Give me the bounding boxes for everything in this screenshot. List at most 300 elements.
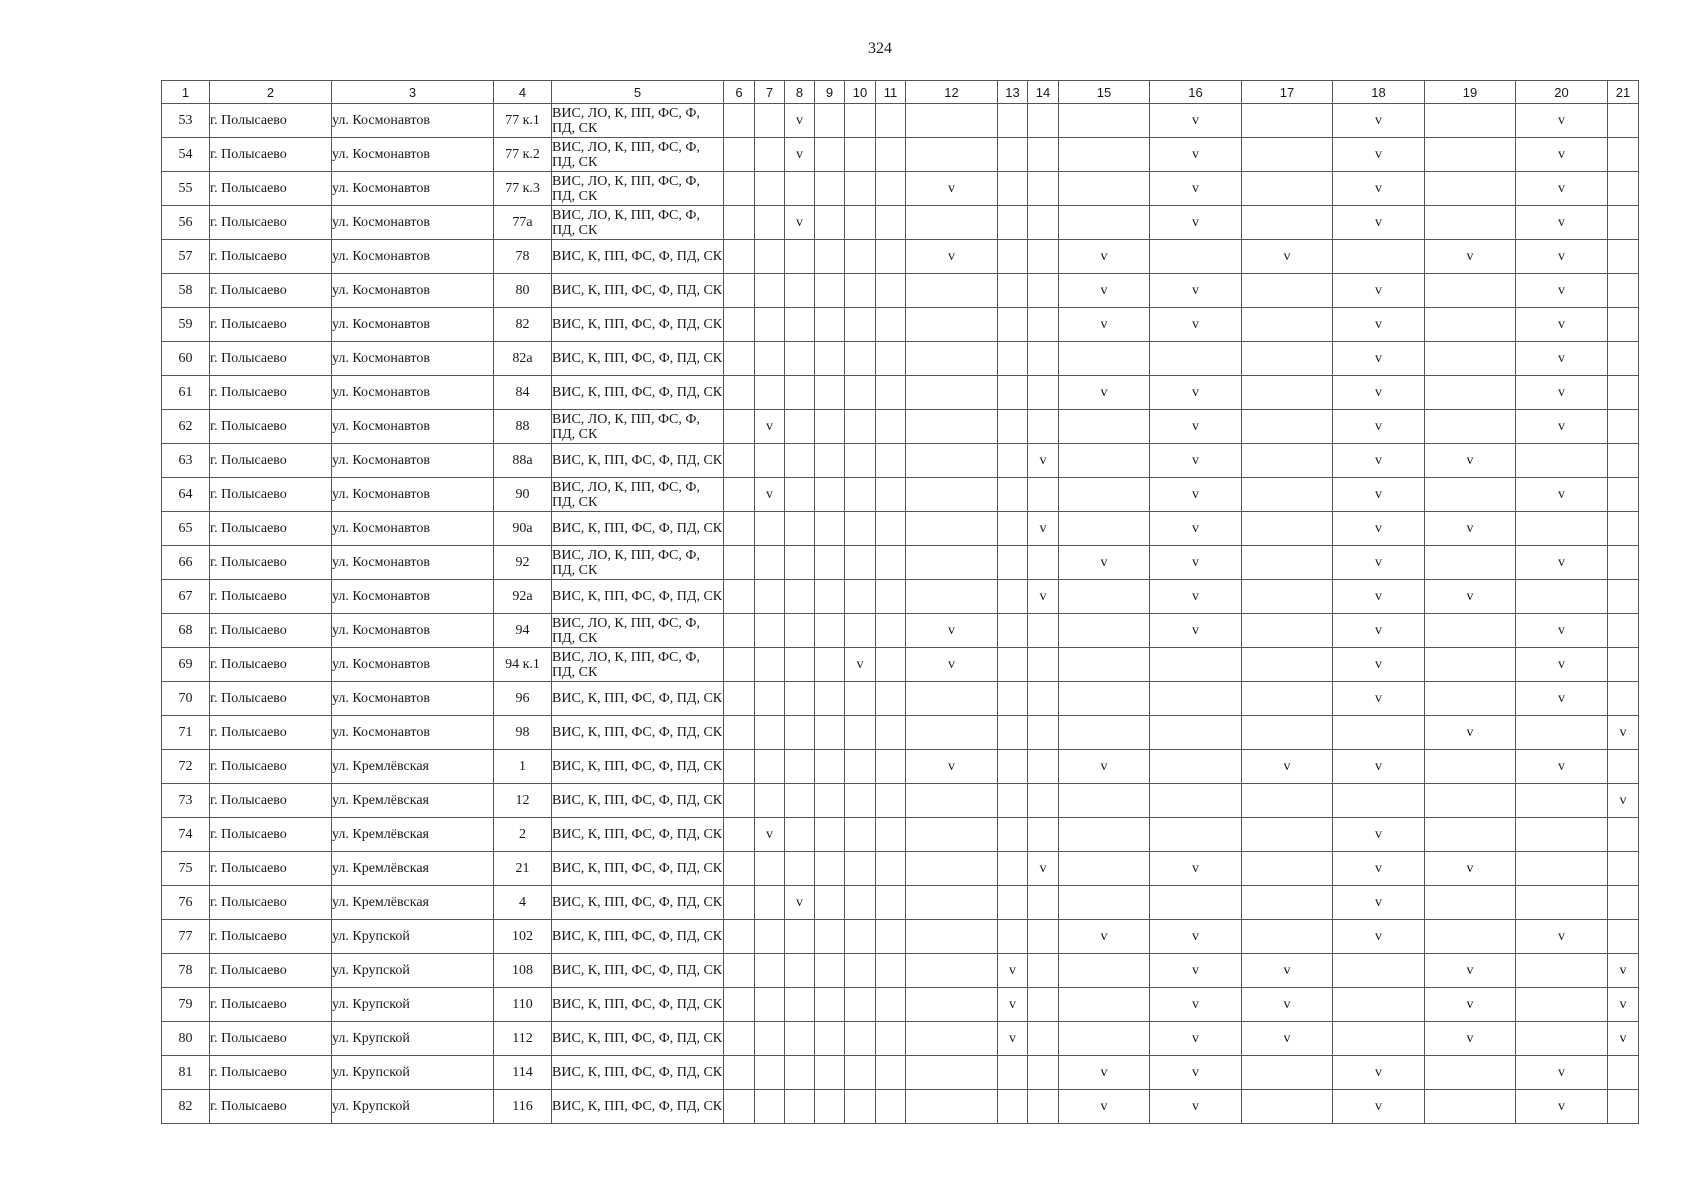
empty-cell-col-10 [845, 1090, 876, 1124]
column-header-19: 19 [1425, 81, 1516, 104]
city-cell: г. Полысаево [210, 1056, 332, 1090]
row-number-cell: 67 [162, 580, 210, 614]
column-header-2: 2 [210, 81, 332, 104]
empty-cell-col-19 [1425, 376, 1516, 410]
check-mark-col-15: v [1059, 546, 1150, 580]
empty-cell-col-12 [906, 580, 998, 614]
empty-cell-col-11 [876, 648, 906, 682]
table-row [162, 410, 1639, 444]
column-header-7: 7 [755, 81, 785, 104]
check-mark-col-16: v [1150, 478, 1242, 512]
check-mark-col-15: v [1059, 1090, 1150, 1124]
empty-cell-col-17 [1242, 920, 1333, 954]
street-cell: ул. Космонавтов [332, 478, 494, 512]
city-cell: г. Полысаево [210, 954, 332, 988]
empty-cell-col-14 [1028, 206, 1059, 240]
check-mark-col-18: v [1333, 886, 1425, 920]
empty-cell-col-21 [1608, 546, 1639, 580]
services-cell: ВИС, ЛО, К, ПП, ФС, Ф, ПД, СК [552, 206, 724, 240]
empty-cell-col-10 [845, 682, 876, 716]
check-mark-col-18: v [1333, 920, 1425, 954]
empty-cell-col-6 [724, 444, 755, 478]
check-mark-col-20: v [1516, 274, 1608, 308]
row-number-cell: 69 [162, 648, 210, 682]
empty-cell-col-21 [1608, 444, 1639, 478]
check-mark-col-18: v [1333, 376, 1425, 410]
empty-cell-col-9 [815, 104, 845, 138]
empty-cell-col-9 [815, 716, 845, 750]
house-number-cell: 88а [494, 444, 552, 478]
services-cell: ВИС, ЛО, К, ПП, ФС, Ф, ПД, СК [552, 546, 724, 580]
empty-cell-col-10 [845, 750, 876, 784]
check-mark-col-16: v [1150, 614, 1242, 648]
check-mark-col-16: v [1150, 376, 1242, 410]
empty-cell-col-21 [1608, 342, 1639, 376]
check-mark-col-12: v [906, 240, 998, 274]
empty-cell-col-9 [815, 376, 845, 410]
empty-cell-col-15 [1059, 852, 1150, 886]
house-number-cell: 2 [494, 818, 552, 852]
check-mark-col-17: v [1242, 240, 1333, 274]
house-number-cell: 82а [494, 342, 552, 376]
check-mark-col-20: v [1516, 920, 1608, 954]
check-mark-col-18: v [1333, 274, 1425, 308]
check-mark-col-8: v [785, 886, 815, 920]
empty-cell-col-6 [724, 478, 755, 512]
empty-cell-col-11 [876, 852, 906, 886]
empty-cell-col-6 [724, 580, 755, 614]
empty-cell-col-13 [998, 580, 1028, 614]
empty-cell-col-10 [845, 1022, 876, 1056]
column-header-18: 18 [1333, 81, 1425, 104]
check-mark-col-12: v [906, 750, 998, 784]
empty-cell-col-6 [724, 1090, 755, 1124]
empty-cell-col-10 [845, 104, 876, 138]
empty-cell-col-21 [1608, 376, 1639, 410]
empty-cell-col-13 [998, 920, 1028, 954]
table-row [162, 172, 1639, 206]
empty-cell-col-11 [876, 716, 906, 750]
empty-cell-col-15 [1059, 580, 1150, 614]
check-mark-col-16: v [1150, 580, 1242, 614]
street-cell: ул. Космонавтов [332, 206, 494, 240]
empty-cell-col-14 [1028, 274, 1059, 308]
empty-cell-col-9 [815, 580, 845, 614]
check-mark-col-18: v [1333, 172, 1425, 206]
check-mark-col-15: v [1059, 750, 1150, 784]
empty-cell-col-17 [1242, 716, 1333, 750]
street-cell: ул. Космонавтов [332, 104, 494, 138]
empty-cell-col-6 [724, 886, 755, 920]
empty-cell-col-10 [845, 546, 876, 580]
empty-cell-col-8 [785, 546, 815, 580]
city-cell: г. Полысаево [210, 580, 332, 614]
empty-cell-col-11 [876, 240, 906, 274]
empty-cell-col-8 [785, 478, 815, 512]
table-row [162, 614, 1639, 648]
city-cell: г. Полысаево [210, 546, 332, 580]
services-cell: ВИС, ЛО, К, ПП, ФС, Ф, ПД, СК [552, 648, 724, 682]
check-mark-col-21: v [1608, 784, 1639, 818]
check-mark-col-20: v [1516, 240, 1608, 274]
check-mark-col-16: v [1150, 444, 1242, 478]
check-mark-col-19: v [1425, 240, 1516, 274]
empty-cell-col-7 [755, 750, 785, 784]
empty-cell-col-18 [1333, 988, 1425, 1022]
column-header-21: 21 [1608, 81, 1639, 104]
empty-cell-col-14 [1028, 138, 1059, 172]
empty-cell-col-7 [755, 852, 785, 886]
services-cell: ВИС, К, ПП, ФС, Ф, ПД, СК [552, 1056, 724, 1090]
empty-cell-col-6 [724, 750, 755, 784]
empty-cell-col-9 [815, 206, 845, 240]
empty-cell-col-8 [785, 852, 815, 886]
empty-cell-col-20 [1516, 716, 1608, 750]
street-cell: ул. Кремлёвская [332, 852, 494, 886]
row-number-cell: 62 [162, 410, 210, 444]
empty-cell-col-10 [845, 308, 876, 342]
empty-cell-col-13 [998, 1056, 1028, 1090]
empty-cell-col-12 [906, 104, 998, 138]
street-cell: ул. Космонавтов [332, 240, 494, 274]
empty-cell-col-10 [845, 580, 876, 614]
check-mark-col-19: v [1425, 444, 1516, 478]
empty-cell-col-20 [1516, 988, 1608, 1022]
empty-cell-col-12 [906, 716, 998, 750]
empty-cell-col-11 [876, 1056, 906, 1090]
empty-cell-col-12 [906, 512, 998, 546]
table-row [162, 988, 1639, 1022]
empty-cell-col-15 [1059, 444, 1150, 478]
house-number-cell: 1 [494, 750, 552, 784]
row-number-cell: 73 [162, 784, 210, 818]
empty-cell-col-17 [1242, 580, 1333, 614]
table-row [162, 920, 1639, 954]
street-cell: ул. Космонавтов [332, 648, 494, 682]
empty-cell-col-7 [755, 274, 785, 308]
empty-cell-col-19 [1425, 478, 1516, 512]
check-mark-col-15: v [1059, 240, 1150, 274]
empty-cell-col-17 [1242, 138, 1333, 172]
empty-cell-col-12 [906, 478, 998, 512]
check-mark-col-16: v [1150, 1090, 1242, 1124]
empty-cell-col-7 [755, 172, 785, 206]
check-mark-col-18: v [1333, 206, 1425, 240]
check-mark-col-20: v [1516, 342, 1608, 376]
table-row [162, 376, 1639, 410]
empty-cell-col-19 [1425, 1090, 1516, 1124]
row-number-cell: 57 [162, 240, 210, 274]
empty-cell-col-19 [1425, 750, 1516, 784]
check-mark-col-16: v [1150, 1022, 1242, 1056]
empty-cell-col-12 [906, 852, 998, 886]
row-number-cell: 71 [162, 716, 210, 750]
table-row [162, 580, 1639, 614]
empty-cell-col-21 [1608, 1090, 1639, 1124]
check-mark-col-21: v [1608, 954, 1639, 988]
empty-cell-col-13 [998, 716, 1028, 750]
empty-cell-col-13 [998, 444, 1028, 478]
column-header-5: 5 [552, 81, 724, 104]
empty-cell-col-7 [755, 682, 785, 716]
empty-cell-col-10 [845, 206, 876, 240]
check-mark-col-12: v [906, 614, 998, 648]
check-mark-col-14: v [1028, 852, 1059, 886]
city-cell: г. Полысаево [210, 648, 332, 682]
check-mark-col-15: v [1059, 274, 1150, 308]
check-mark-col-17: v [1242, 954, 1333, 988]
check-mark-col-20: v [1516, 376, 1608, 410]
empty-cell-col-8 [785, 376, 815, 410]
check-mark-col-18: v [1333, 1090, 1425, 1124]
check-mark-col-21: v [1608, 716, 1639, 750]
services-cell: ВИС, ЛО, К, ПП, ФС, Ф, ПД, СК [552, 478, 724, 512]
services-cell: ВИС, К, ПП, ФС, Ф, ПД, СК [552, 886, 724, 920]
empty-cell-col-6 [724, 376, 755, 410]
city-cell: г. Полысаево [210, 1090, 332, 1124]
empty-cell-col-10 [845, 716, 876, 750]
empty-cell-col-7 [755, 886, 785, 920]
services-cell: ВИС, К, ПП, ФС, Ф, ПД, СК [552, 682, 724, 716]
empty-cell-col-18 [1333, 240, 1425, 274]
empty-cell-col-14 [1028, 172, 1059, 206]
empty-cell-col-7 [755, 954, 785, 988]
city-cell: г. Полысаево [210, 478, 332, 512]
check-mark-col-19: v [1425, 512, 1516, 546]
check-mark-col-13: v [998, 988, 1028, 1022]
check-mark-col-19: v [1425, 852, 1516, 886]
empty-cell-col-17 [1242, 818, 1333, 852]
services-cell: ВИС, К, ПП, ФС, Ф, ПД, СК [552, 274, 724, 308]
city-cell: г. Полысаево [210, 1022, 332, 1056]
empty-cell-col-9 [815, 274, 845, 308]
column-header-12: 12 [906, 81, 998, 104]
empty-cell-col-14 [1028, 682, 1059, 716]
empty-cell-col-9 [815, 342, 845, 376]
empty-cell-col-6 [724, 682, 755, 716]
empty-cell-col-21 [1608, 818, 1639, 852]
check-mark-col-13: v [998, 1022, 1028, 1056]
services-cell: ВИС, К, ПП, ФС, Ф, ПД, СК [552, 818, 724, 852]
row-number-cell: 55 [162, 172, 210, 206]
empty-cell-col-15 [1059, 614, 1150, 648]
house-number-cell: 94 к.1 [494, 648, 552, 682]
empty-cell-col-13 [998, 648, 1028, 682]
empty-cell-col-18 [1333, 784, 1425, 818]
city-cell: г. Полысаево [210, 818, 332, 852]
empty-cell-col-17 [1242, 886, 1333, 920]
services-cell: ВИС, К, ПП, ФС, Ф, ПД, СК [552, 444, 724, 478]
empty-cell-col-9 [815, 1090, 845, 1124]
street-cell: ул. Космонавтов [332, 512, 494, 546]
street-cell: ул. Крупской [332, 1056, 494, 1090]
empty-cell-col-15 [1059, 172, 1150, 206]
empty-cell-col-10 [845, 818, 876, 852]
check-mark-col-16: v [1150, 410, 1242, 444]
table-row [162, 750, 1639, 784]
empty-cell-col-9 [815, 172, 845, 206]
column-header-20: 20 [1516, 81, 1608, 104]
empty-cell-col-9 [815, 988, 845, 1022]
column-header-16: 16 [1150, 81, 1242, 104]
empty-cell-col-20 [1516, 444, 1608, 478]
empty-cell-col-12 [906, 546, 998, 580]
empty-cell-col-15 [1059, 886, 1150, 920]
empty-cell-col-8 [785, 954, 815, 988]
table-header [162, 81, 1639, 104]
empty-cell-col-17 [1242, 342, 1333, 376]
city-cell: г. Полысаево [210, 104, 332, 138]
empty-cell-col-8 [785, 920, 815, 954]
empty-cell-col-15 [1059, 988, 1150, 1022]
check-mark-col-20: v [1516, 308, 1608, 342]
street-cell: ул. Космонавтов [332, 274, 494, 308]
services-cell: ВИС, К, ПП, ФС, Ф, ПД, СК [552, 1022, 724, 1056]
empty-cell-col-19 [1425, 138, 1516, 172]
row-number-cell: 58 [162, 274, 210, 308]
empty-cell-col-21 [1608, 512, 1639, 546]
empty-cell-col-6 [724, 342, 755, 376]
city-cell: г. Полысаево [210, 274, 332, 308]
check-mark-col-16: v [1150, 206, 1242, 240]
empty-cell-col-10 [845, 988, 876, 1022]
empty-cell-col-9 [815, 1022, 845, 1056]
empty-cell-col-8 [785, 1090, 815, 1124]
empty-cell-col-7 [755, 1022, 785, 1056]
empty-cell-col-9 [815, 512, 845, 546]
empty-cell-col-6 [724, 954, 755, 988]
city-cell: г. Полысаево [210, 988, 332, 1022]
check-mark-col-18: v [1333, 580, 1425, 614]
empty-cell-col-21 [1608, 138, 1639, 172]
empty-cell-col-12 [906, 818, 998, 852]
empty-cell-col-21 [1608, 1056, 1639, 1090]
house-number-cell: 78 [494, 240, 552, 274]
empty-cell-col-17 [1242, 172, 1333, 206]
empty-cell-col-12 [906, 206, 998, 240]
empty-cell-col-9 [815, 546, 845, 580]
empty-cell-col-12 [906, 376, 998, 410]
check-mark-col-16: v [1150, 1056, 1242, 1090]
services-cell: ВИС, К, ПП, ФС, Ф, ПД, СК [552, 716, 724, 750]
row-number-cell: 77 [162, 920, 210, 954]
empty-cell-col-8 [785, 274, 815, 308]
empty-cell-col-9 [815, 614, 845, 648]
empty-cell-col-13 [998, 750, 1028, 784]
empty-cell-col-19 [1425, 274, 1516, 308]
empty-cell-col-13 [998, 342, 1028, 376]
check-mark-col-18: v [1333, 308, 1425, 342]
empty-cell-col-8 [785, 1056, 815, 1090]
empty-cell-col-16 [1150, 342, 1242, 376]
empty-cell-col-9 [815, 784, 845, 818]
empty-cell-col-10 [845, 614, 876, 648]
check-mark-col-7: v [755, 410, 785, 444]
empty-cell-col-11 [876, 1022, 906, 1056]
empty-cell-col-8 [785, 342, 815, 376]
house-number-cell: 112 [494, 1022, 552, 1056]
empty-cell-col-7 [755, 138, 785, 172]
empty-cell-col-11 [876, 784, 906, 818]
empty-cell-col-16 [1150, 784, 1242, 818]
empty-cell-col-14 [1028, 342, 1059, 376]
empty-cell-col-14 [1028, 648, 1059, 682]
empty-cell-col-6 [724, 614, 755, 648]
empty-cell-col-14 [1028, 478, 1059, 512]
row-number-cell: 80 [162, 1022, 210, 1056]
check-mark-col-12: v [906, 172, 998, 206]
empty-cell-col-11 [876, 478, 906, 512]
empty-cell-col-8 [785, 648, 815, 682]
empty-cell-col-8 [785, 308, 815, 342]
house-number-cell: 102 [494, 920, 552, 954]
row-number-cell: 60 [162, 342, 210, 376]
table-row [162, 240, 1639, 274]
services-cell: ВИС, ЛО, К, ПП, ФС, Ф, ПД, СК [552, 138, 724, 172]
empty-cell-col-14 [1028, 240, 1059, 274]
empty-cell-col-13 [998, 206, 1028, 240]
empty-cell-col-13 [998, 614, 1028, 648]
check-mark-col-18: v [1333, 852, 1425, 886]
row-number-cell: 68 [162, 614, 210, 648]
house-number-cell: 4 [494, 886, 552, 920]
table-row [162, 716, 1639, 750]
empty-cell-col-11 [876, 818, 906, 852]
street-cell: ул. Космонавтов [332, 376, 494, 410]
empty-cell-col-6 [724, 240, 755, 274]
empty-cell-col-11 [876, 376, 906, 410]
empty-cell-col-12 [906, 308, 998, 342]
column-header-8: 8 [785, 81, 815, 104]
empty-cell-col-12 [906, 920, 998, 954]
empty-cell-col-8 [785, 784, 815, 818]
header-row [162, 81, 1639, 104]
empty-cell-col-15 [1059, 206, 1150, 240]
street-cell: ул. Крупской [332, 988, 494, 1022]
empty-cell-col-7 [755, 376, 785, 410]
house-number-cell: 80 [494, 274, 552, 308]
empty-cell-col-17 [1242, 648, 1333, 682]
check-mark-col-17: v [1242, 988, 1333, 1022]
house-number-cell: 96 [494, 682, 552, 716]
table-row [162, 784, 1639, 818]
city-cell: г. Полысаево [210, 240, 332, 274]
empty-cell-col-16 [1150, 818, 1242, 852]
empty-cell-col-17 [1242, 410, 1333, 444]
empty-cell-col-19 [1425, 410, 1516, 444]
empty-cell-col-12 [906, 784, 998, 818]
check-mark-col-16: v [1150, 308, 1242, 342]
check-mark-col-21: v [1608, 1022, 1639, 1056]
empty-cell-col-13 [998, 478, 1028, 512]
empty-cell-col-9 [815, 308, 845, 342]
empty-cell-col-14 [1028, 546, 1059, 580]
empty-cell-col-11 [876, 954, 906, 988]
empty-cell-col-10 [845, 1056, 876, 1090]
check-mark-col-7: v [755, 478, 785, 512]
street-cell: ул. Космонавтов [332, 410, 494, 444]
check-mark-col-16: v [1150, 546, 1242, 580]
services-cell: ВИС, К, ПП, ФС, Ф, ПД, СК [552, 988, 724, 1022]
empty-cell-col-6 [724, 512, 755, 546]
empty-cell-col-13 [998, 852, 1028, 886]
check-mark-col-18: v [1333, 750, 1425, 784]
check-mark-col-18: v [1333, 512, 1425, 546]
empty-cell-col-13 [998, 784, 1028, 818]
empty-cell-col-7 [755, 784, 785, 818]
column-header-14: 14 [1028, 81, 1059, 104]
table-row [162, 852, 1639, 886]
